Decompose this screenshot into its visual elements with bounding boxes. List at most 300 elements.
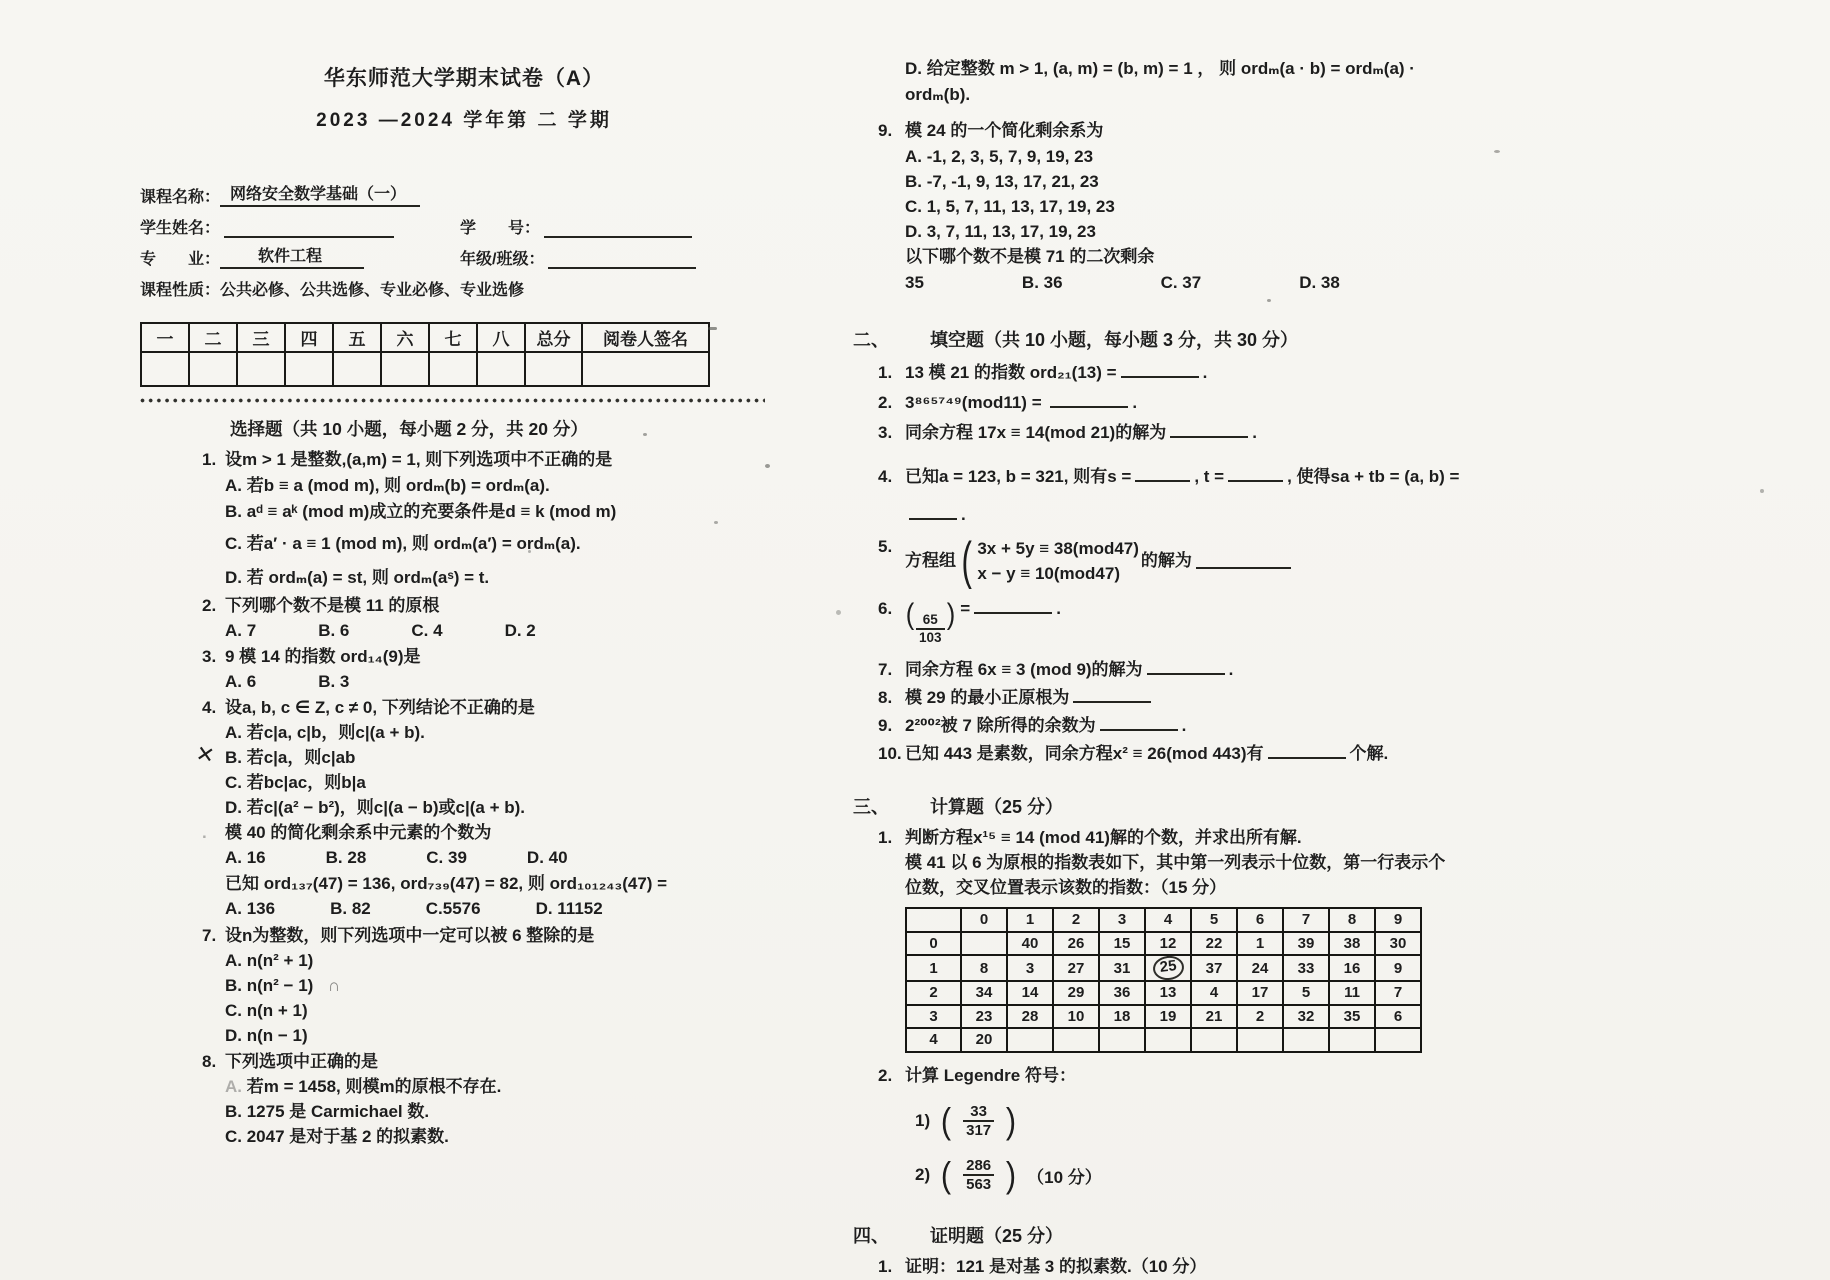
item-number: 4.	[878, 467, 893, 486]
question-number-faded: .	[202, 823, 207, 842]
open-paren: (	[941, 1099, 952, 1141]
q6-options	[140, 898, 788, 920]
fill-item-4	[848, 466, 1788, 488]
q8-option-d-line1: D. 给定整数 m > 1, (a, m) = (b, m) = 1 ， 则 ordₘ(a · b) = ordₘ(a) ·	[905, 59, 1415, 78]
dotted-separator	[140, 398, 765, 403]
item-text: 同余方程 6x ≡ 3 (mod 9)的解为	[905, 660, 1143, 680]
major-row	[140, 238, 788, 269]
index-table-cell: 30	[1375, 932, 1421, 956]
answer-blank	[1100, 716, 1178, 731]
score-col-3: 三	[237, 323, 285, 352]
item-text: =	[960, 599, 971, 618]
question-1	[140, 449, 788, 471]
index-table-cell: 34	[961, 981, 1007, 1005]
item-number: 8.	[878, 688, 893, 708]
index-table-cell: 9	[1375, 908, 1421, 932]
index-table-cell: 28	[1007, 1005, 1053, 1029]
index-table-row	[906, 981, 1421, 1005]
index-table-header-row	[906, 908, 1421, 932]
index-table-cell: 32	[1283, 1005, 1329, 1029]
question-number: 3.	[202, 647, 217, 666]
sub-item-label: 1)	[915, 1110, 931, 1130]
calc-item-1	[848, 827, 1788, 849]
q6-option-c: C.5576	[425, 899, 481, 918]
index-table-cell	[1145, 1028, 1191, 1052]
index-table-cell: 4	[1191, 981, 1237, 1005]
course-type-value: 公共必修、公共选修、专业必修、专业选修	[220, 282, 525, 299]
hand-circled-value: 25	[1151, 954, 1184, 982]
item-number: 10.	[878, 744, 902, 764]
index-table-cell	[906, 908, 961, 932]
mc-section-heading: 选择题（共 10 小题，每小题 2 分，共 20 分）	[230, 419, 588, 439]
q7-option-d: D. n(n − 1)	[225, 1026, 308, 1045]
student-name-field	[140, 215, 460, 238]
index-table-cell: 35	[1329, 1005, 1375, 1029]
q9-option-a: A. -1, 2, 3, 5, 7, 9, 19, 23	[905, 147, 1094, 166]
question-text: 9 模 14 的指数 ord₁₄(9)是	[225, 647, 421, 666]
index-table-cell: 21	[1191, 1005, 1237, 1029]
fraction-denominator: 563	[963, 1174, 994, 1193]
proof-section-heading	[848, 1224, 1788, 1248]
q10-option-b: B. 36	[1021, 273, 1063, 292]
q9-option-b: B. -7, -1, 9, 13, 17, 21, 23	[905, 172, 1099, 191]
grade-blank	[548, 254, 696, 269]
item-text: 个解.	[1349, 744, 1389, 764]
question-9	[848, 120, 1788, 142]
q2-option-c: C. 4	[411, 621, 443, 640]
open-paren: (	[941, 1154, 952, 1196]
calc-item-2	[848, 1065, 1788, 1087]
fraction-numerator: 65	[922, 612, 938, 627]
question-6-text: 已知 ord₁₃₇(47) = 136, ord₇₃₉(47) = 82, 则 ord₁₀₁₂₄₃(47) =	[225, 874, 668, 893]
exam-title: 华东师范大学期末试卷（A）	[323, 67, 605, 90]
item-text: 的解为	[1140, 551, 1192, 570]
item-text: 同余方程 17x ≡ 14(mod 21)的解为	[905, 423, 1167, 442]
index-table-cell: 18	[1099, 1005, 1145, 1029]
q3-options	[140, 671, 788, 693]
legendre-symbol	[963, 1157, 994, 1194]
points-note: （10 分）	[1027, 1167, 1102, 1187]
score-col-6: 六	[381, 323, 429, 352]
index-table-cell	[1191, 1028, 1237, 1052]
score-cell	[381, 352, 429, 386]
answer-blank	[1050, 393, 1128, 408]
fill-item-5	[848, 531, 1788, 590]
score-cell	[189, 352, 237, 386]
question-number: 4.	[202, 698, 217, 717]
fill-item-4-line2	[848, 504, 1788, 526]
score-col-1: 一	[141, 323, 189, 352]
q5-option-b: B. 28	[325, 848, 367, 867]
q4-option-b	[140, 740, 788, 769]
item-text: 方程组	[905, 551, 956, 570]
index-table-cell: 2	[906, 981, 961, 1005]
fraction-numerator: 33	[970, 1102, 987, 1120]
answer-blank	[1073, 688, 1151, 703]
q1-option-c: C. 若a′ · a ≡ 1 (mod m), 则 ordₘ(a′) = ordₘ(a).	[225, 534, 581, 553]
index-table-cell: 36	[1099, 981, 1145, 1005]
scan-speck	[836, 610, 841, 615]
handwritten-x-mark: ✕	[194, 740, 217, 769]
score-col-5: 五	[333, 323, 381, 352]
question-text: 设a, b, c ∈ Z, c ≠ 0, 下列结论不正确的是	[225, 698, 535, 717]
item-text: 计算 Legendre 符号：	[905, 1065, 1076, 1085]
q6-option-b: B. 82	[330, 899, 371, 918]
index-table-cell: 37	[1191, 955, 1237, 981]
score-col-2: 二	[189, 323, 237, 352]
q5-option-a: A. 16	[225, 848, 266, 867]
q3-option-b: B. 3	[318, 672, 350, 691]
header-fields	[140, 176, 788, 300]
q5-option-d: D. 40	[526, 848, 568, 867]
fraction-numerator: 286	[966, 1157, 992, 1175]
index-table-cell: 3	[1007, 955, 1053, 981]
question-7	[140, 925, 788, 947]
index-table-cell: 9	[1375, 955, 1421, 981]
item-text: .	[1202, 363, 1208, 382]
q10-option-d: D. 38	[1299, 273, 1340, 292]
index-table-cell: 12	[1145, 932, 1191, 956]
score-cell	[477, 352, 525, 386]
q8-option-b: B. 1275 是 Carmichael 数.	[225, 1102, 430, 1121]
answer-blank	[1135, 467, 1190, 482]
item-text: 已知 443 是素数，同余方程x² ≡ 26(mod 443)有	[905, 744, 1264, 764]
index-table-cell: 13	[1145, 981, 1191, 1005]
item-text: 已知a = 123, b = 321, 则有s =	[905, 467, 1132, 486]
index-table-cell: 5	[1191, 908, 1237, 932]
score-cell	[582, 352, 709, 386]
item-text: .	[961, 505, 966, 524]
student-id-label: 学 号：	[460, 220, 541, 237]
index-table-cell: 23	[961, 1005, 1007, 1029]
index-table-cell: 4	[1145, 908, 1191, 932]
answer-blank	[909, 505, 957, 520]
q7-option-c: C. n(n + 1)	[225, 1001, 308, 1020]
index-table-cell: 1	[1007, 908, 1053, 932]
index-table-cell: 6	[1237, 908, 1283, 932]
q4-option-c: C. 若bc|ac，则b|a	[225, 773, 366, 792]
answer-blank	[1147, 660, 1225, 675]
open-paren: (	[905, 598, 915, 631]
index-table-cell: 17	[1237, 981, 1283, 1005]
course-name-label: 课程名称：	[140, 189, 221, 206]
legendre-item-2	[848, 1154, 1788, 1196]
q4-option-a: A. 若c|a, c|b，则c|(a + b).	[225, 723, 425, 742]
course-name-row	[140, 176, 788, 207]
score-col-grader: 阅卷人签名	[582, 323, 709, 352]
index-table-cell: 11	[1329, 981, 1375, 1005]
question-text: 设n为整数，则下列选项中一定可以被 6 整除的是	[225, 926, 595, 945]
course-type-row	[140, 269, 788, 300]
q10-option-c: C. 37	[1160, 273, 1202, 292]
score-col-8: 八	[477, 323, 525, 352]
item-number: 7.	[878, 660, 893, 680]
proof-item-1	[848, 1256, 1788, 1278]
grade-label: 年级/班级：	[460, 251, 545, 268]
index-table-cell: 39	[1283, 932, 1329, 956]
q8-option-a-text: 若m = 1458, 则模m的原根不存在.	[246, 1077, 502, 1096]
answer-blank	[1196, 554, 1291, 569]
question-text: 下列哪个数不是模 11 的原根	[225, 596, 440, 615]
question-text: 下列选项中正确的是	[225, 1052, 378, 1071]
q7-option-a: A. n(n² + 1)	[225, 951, 314, 970]
score-table-header-row	[141, 323, 709, 352]
student-row	[140, 207, 788, 238]
q10-option-a: 35	[905, 273, 924, 292]
index-table-cell: 22	[1191, 932, 1237, 956]
q7-option-b	[140, 975, 788, 997]
score-cell	[429, 352, 477, 386]
exam-semester: 2023 —2024 学年第 二 学期	[316, 110, 612, 131]
item-number: 1.	[878, 828, 893, 848]
index-table-cell	[1283, 1028, 1329, 1052]
index-table-cell: 5	[1283, 981, 1329, 1005]
scan-speck	[708, 327, 717, 330]
index-table-cell: 1	[1237, 932, 1283, 956]
calc-section-heading	[848, 795, 1788, 819]
index-table-cell: 4	[906, 1028, 961, 1052]
index-table-cell	[1329, 1028, 1375, 1052]
legendre-item-1	[848, 1099, 1788, 1141]
q8-option-a	[140, 1076, 788, 1098]
item-number: 1.	[878, 1256, 893, 1276]
student-id-blank	[544, 223, 692, 238]
item-number: 9.	[878, 716, 893, 736]
index-table-row	[906, 932, 1421, 956]
left-column	[140, 62, 788, 1148]
q1-option-d: D. 若 ordₘ(a) = st, 则 ordₘ(aˢ) = t.	[225, 568, 490, 587]
index-table-row	[906, 1005, 1421, 1029]
q8-option-a-label-faded: A.	[225, 1077, 242, 1096]
fill-item-6	[848, 598, 1788, 645]
index-table-cell: 8	[1329, 908, 1375, 932]
index-table-cell: 26	[1053, 932, 1099, 956]
index-table-cell	[1145, 955, 1191, 981]
q4-option-d: D. 若c|(a² − b²)，则c|(a − b)或c|(a + b).	[225, 798, 526, 817]
calc-item-1-intro-line2: 位数，交叉位置表示该数的指数：（15 分）	[905, 878, 1227, 898]
question-3	[140, 646, 788, 668]
item-text: 2²⁰⁰²被 7 除所得的余数为	[905, 716, 1096, 736]
q4-option-b-text: B. 若c|a，则c|ab	[225, 748, 356, 767]
q1-option-b: B. aᵈ ≡ aᵏ (mod m)成立的充要条件是d ≡ k (mod m)	[225, 502, 617, 521]
item-text: .	[1056, 599, 1061, 618]
index-table-cell: 10	[1053, 1005, 1099, 1029]
score-cell	[141, 352, 189, 386]
major-label: 专 业：	[140, 251, 221, 268]
section-title: 证明题（25 分）	[930, 1225, 1064, 1246]
index-table-cell	[1099, 1028, 1145, 1052]
question-text: 设m > 1 是整数,(a,m) = 1, 则下列选项中不正确的是	[225, 450, 613, 469]
item-number: 2.	[878, 1065, 893, 1085]
index-table-cell: 2	[1053, 908, 1099, 932]
index-table-cell: 40	[1007, 932, 1053, 956]
item-text: .	[1132, 393, 1138, 412]
major-value: 软件工程	[220, 243, 364, 269]
q10-options	[848, 272, 1788, 294]
handwritten-cap-mark: ∩	[328, 976, 341, 995]
index-table-cell	[1053, 1028, 1099, 1052]
student-id-field	[460, 215, 780, 238]
q9-option-d: D. 3, 7, 11, 13, 17, 19, 23	[905, 222, 1096, 241]
section-number: 二、	[853, 330, 889, 350]
fill-section-heading	[848, 328, 1788, 352]
index-table-cell: 2	[1237, 1005, 1283, 1029]
index-table-cell: 31	[1099, 955, 1145, 981]
student-name-label: 学生姓名：	[140, 220, 221, 237]
q2-options	[140, 620, 788, 642]
fill-item-3	[848, 422, 1788, 444]
scan-speck	[1494, 150, 1500, 153]
fill-item-7	[848, 659, 1788, 681]
student-name-blank	[224, 223, 394, 238]
q6-option-d: D. 11152	[535, 899, 603, 918]
right-column	[848, 48, 1788, 1278]
score-cell	[525, 352, 582, 386]
fill-item-1	[848, 362, 1788, 384]
index-table-cell: 27	[1053, 955, 1099, 981]
fill-item-10	[848, 743, 1788, 765]
section-number: 三、	[853, 797, 889, 818]
question-2	[140, 595, 788, 617]
score-table-empty-row	[141, 352, 709, 386]
section-title: 计算题（25 分）	[930, 797, 1064, 818]
score-col-7: 七	[429, 323, 477, 352]
scan-speck	[1760, 489, 1764, 493]
question-8	[140, 1051, 788, 1073]
item-text: 模 29 的最小正原根为	[905, 688, 1070, 708]
fraction-denominator: 103	[916, 628, 945, 646]
scan-speck	[714, 521, 718, 524]
scan-speck	[765, 464, 770, 468]
index-table-cell	[961, 932, 1007, 956]
fraction-denominator: 317	[963, 1120, 994, 1139]
answer-blank	[1228, 467, 1283, 482]
legendre-symbol	[916, 612, 945, 645]
q3-option-a: A. 6	[225, 672, 257, 691]
index-table-cell: 19	[1145, 1005, 1191, 1029]
index-table-cell: 33	[1283, 955, 1329, 981]
index-table-cell: 0	[906, 932, 961, 956]
answer-blank	[1121, 363, 1199, 378]
answer-blank	[1268, 744, 1346, 759]
q2-option-d: D. 2	[504, 621, 536, 640]
index-table-cell: 16	[1329, 955, 1375, 981]
fill-item-9	[848, 715, 1788, 737]
answer-blank	[974, 599, 1052, 614]
equation-system	[958, 531, 1139, 590]
answer-blank	[1170, 423, 1248, 438]
q2-option-b: B. 6	[318, 621, 350, 640]
scan-speck	[1267, 299, 1271, 302]
close-paren: )	[946, 598, 955, 631]
item-number: 2.	[878, 393, 893, 412]
index-table-cell: 7	[1375, 981, 1421, 1005]
item-number: 1.	[878, 363, 893, 382]
question-5	[140, 822, 788, 844]
q5-option-c: C. 39	[426, 848, 467, 867]
index-table-cell: 0	[961, 908, 1007, 932]
scan-speck	[643, 433, 647, 436]
index-table-cell: 20	[961, 1028, 1007, 1052]
index-table-row	[906, 1028, 1421, 1052]
score-cell	[333, 352, 381, 386]
course-type-label: 课程性质：	[140, 282, 221, 299]
legendre-symbol	[963, 1103, 994, 1140]
question-number: 1.	[202, 450, 217, 469]
grade-field	[460, 246, 780, 269]
close-paren: )	[1006, 1154, 1017, 1196]
major-field	[140, 243, 460, 269]
item-number: 3.	[878, 423, 893, 442]
question-text: 模 24 的一个简化剩余系为	[905, 121, 1104, 140]
item-number: 6.	[878, 599, 893, 618]
question-4	[140, 697, 788, 719]
question-number: 9.	[878, 121, 893, 140]
index-table-cell: 1	[906, 955, 961, 981]
index-table-cell	[1375, 1028, 1421, 1052]
section-number: 四、	[853, 1225, 889, 1246]
item-text: 证明：121 是对基 3 的拟素数.（10 分）	[905, 1256, 1207, 1276]
calc-item-1-intro-line1: 模 41 以 6 为原根的指数表如下，其中第一列表示十位数，第一行表示个	[905, 853, 1446, 873]
index-table-cell: 15	[1099, 932, 1145, 956]
index-table-cell: 3	[906, 1005, 961, 1029]
q8-option-d-line2: ordₘ(b).	[905, 85, 971, 104]
score-cell	[285, 352, 333, 386]
scan-speck	[528, 550, 531, 553]
course-name-value: 网络安全数学基础（一）	[220, 181, 420, 207]
index-table-cell: 38	[1329, 932, 1375, 956]
item-text: .	[1252, 423, 1257, 442]
q1-option-a: A. 若b ≡ a (mod m), 则 ordₘ(b) = ordₘ(a).	[225, 476, 550, 495]
score-table	[140, 322, 710, 387]
item-text: 判断方程x¹⁵ ≡ 14 (mod 41)解的个数，并求出所有解.	[905, 828, 1302, 848]
question-text: 模 40 的简化剩余系中元素的个数为	[225, 823, 492, 842]
q8-option-c: C. 2047 是对于基 2 的拟素数.	[225, 1127, 449, 1146]
item-text: .	[1181, 716, 1187, 736]
q2-option-a: A. 7	[225, 621, 257, 640]
index-table-cell: 29	[1053, 981, 1099, 1005]
question-number: 8.	[202, 1052, 217, 1071]
item-text: .	[1228, 660, 1234, 680]
question-number: 7.	[202, 926, 217, 945]
equation-1: 3x + 5y ≡ 38(mod47)	[977, 539, 1139, 558]
fill-item-2	[848, 392, 1788, 414]
item-text: 3⁸⁶⁵⁷⁴⁹(mod11) =	[905, 393, 1047, 412]
item-text: 13 模 21 的指数 ord₂₁(13) =	[905, 363, 1117, 382]
item-text: , t =	[1194, 467, 1225, 486]
system-brace: (	[961, 531, 972, 590]
item-number: 5.	[878, 537, 893, 556]
index-table-cell: 6	[1375, 1005, 1421, 1029]
index-table-cell: 14	[1007, 981, 1053, 1005]
item-text: , 使得sa + tb = (a, b) =	[1287, 467, 1460, 486]
index-table-row	[906, 955, 1421, 981]
sub-item-label: 2)	[915, 1165, 931, 1185]
score-cell	[237, 352, 285, 386]
section-title: 填空题（共 10 小题，每小题 3 分，共 30 分）	[930, 330, 1299, 350]
equation-2: x − y ≡ 10(mod47)	[977, 564, 1121, 583]
q5-options	[140, 847, 788, 869]
index-table-cell	[1007, 1028, 1053, 1052]
close-paren: )	[1006, 1099, 1017, 1141]
score-col-4: 四	[285, 323, 333, 352]
question-number: 2.	[202, 596, 217, 615]
index-table-cell: 3	[1099, 908, 1145, 932]
fill-item-8	[848, 687, 1788, 709]
score-col-total: 总分	[525, 323, 582, 352]
index-table-cell: 24	[1237, 955, 1283, 981]
q7-option-b-text: B. n(n² − 1)	[225, 976, 314, 995]
